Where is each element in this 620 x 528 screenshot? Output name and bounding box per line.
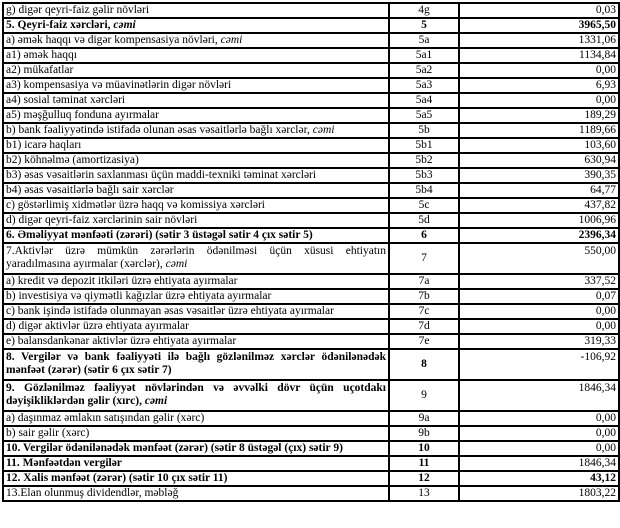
row-code: 5b bbox=[389, 123, 459, 138]
row-label bbox=[3, 48, 389, 63]
row-label bbox=[3, 63, 389, 78]
row-code: 7e bbox=[389, 334, 459, 349]
row-value: 630,94 bbox=[459, 153, 619, 168]
row-label bbox=[3, 243, 389, 274]
table-row bbox=[3, 153, 619, 168]
row-value: 0,00 bbox=[459, 441, 619, 456]
row-value: 550,00 bbox=[459, 243, 619, 274]
row-label-text: b4) əsas vəsaitlərlə bağlı sair xərclər bbox=[6, 184, 174, 196]
row-value: 0,00 bbox=[459, 304, 619, 319]
row-label bbox=[3, 3, 389, 18]
row-code: 5a1 bbox=[389, 48, 459, 63]
row-value: 1846,34 bbox=[459, 380, 619, 411]
table-row bbox=[3, 198, 619, 213]
row-value: 1331,06 bbox=[459, 33, 619, 48]
row-code: 12 bbox=[389, 471, 459, 486]
row-label bbox=[3, 304, 389, 319]
table-row bbox=[3, 138, 619, 153]
row-label-text: c) bank işində istifadə olunmayan əsas vəsaitlər üzrə ehtiyata ayırmalar bbox=[6, 305, 334, 317]
row-label-text: 5. Qeyri-faiz xərcləri, bbox=[6, 19, 114, 31]
table-row bbox=[3, 456, 619, 471]
row-label-text: a) kredit və depozit itkiləri üzrə ehtiyata ayırmalar bbox=[6, 275, 238, 287]
row-label bbox=[3, 108, 389, 123]
row-label bbox=[3, 456, 389, 471]
table-row bbox=[3, 471, 619, 486]
row-value: 64,77 bbox=[459, 183, 619, 198]
row-value: 0,00 bbox=[459, 319, 619, 334]
row-label-text: b2) köhnəlmə (amortizasiya) bbox=[6, 154, 139, 166]
row-label-text: 11. Mənfəətdən vergilər bbox=[6, 457, 122, 469]
row-label-text: c) göstərlimiş xidmətlər üzrə haqq və komissiya xərcləri bbox=[6, 199, 265, 211]
row-label bbox=[3, 426, 389, 441]
row-value: -106,92 bbox=[459, 349, 619, 380]
row-label-text: a2) mükafatlar bbox=[6, 64, 74, 76]
row-code: 9b bbox=[389, 426, 459, 441]
row-label-text: 13.Elan olunmuş dividendlər, məbləğ bbox=[6, 487, 179, 499]
row-label-suffix: cəmi bbox=[144, 395, 168, 407]
row-label-text: 9. Gözlənilməz fəaliyyət növlərindən və əvvəlki dövr üçün uçotdakı dəyişikliklərdən gəlir (xırc), bbox=[6, 382, 386, 407]
row-label-text: g) digər qeyri-faiz gəlir növləri bbox=[6, 4, 150, 16]
row-value: 1189,66 bbox=[459, 123, 619, 138]
row-label bbox=[3, 274, 389, 289]
row-label-text: a1) əmək haqqı bbox=[6, 49, 77, 61]
row-code: 5b4 bbox=[389, 183, 459, 198]
row-label bbox=[3, 78, 389, 93]
row-label bbox=[3, 213, 389, 228]
table-row bbox=[3, 289, 619, 304]
row-label bbox=[3, 33, 389, 48]
row-label-text: d) digər qeyri-faiz xərclərinin sair növləri bbox=[6, 214, 198, 226]
row-code: 5c bbox=[389, 198, 459, 213]
row-label bbox=[3, 153, 389, 168]
table-row bbox=[3, 228, 619, 243]
row-value: 0,00 bbox=[459, 411, 619, 426]
row-label bbox=[3, 183, 389, 198]
table-row bbox=[3, 18, 619, 33]
row-value: 43,12 bbox=[459, 471, 619, 486]
row-label-text: b) sair gəlir (xərc) bbox=[6, 427, 90, 439]
table-row bbox=[3, 93, 619, 108]
row-label bbox=[3, 18, 389, 33]
row-label-text: b1) icarə haqları bbox=[6, 139, 82, 151]
row-code: 13 bbox=[389, 486, 459, 501]
row-code: 5 bbox=[389, 18, 459, 33]
table-row bbox=[3, 304, 619, 319]
row-label bbox=[3, 349, 389, 380]
row-label-suffix: cəmi bbox=[113, 19, 136, 31]
row-label-text: e) balansdankənar aktivlər üzrə ehtiyata ayırmalar bbox=[6, 335, 237, 347]
table-row bbox=[3, 486, 619, 501]
row-label bbox=[3, 471, 389, 486]
row-code: 7 bbox=[389, 243, 459, 274]
row-value: 337,52 bbox=[459, 274, 619, 289]
row-code: 11 bbox=[389, 456, 459, 471]
table-row bbox=[3, 78, 619, 93]
row-value: 437,82 bbox=[459, 198, 619, 213]
table-row bbox=[3, 183, 619, 198]
table-row bbox=[3, 3, 619, 18]
row-code: 9 bbox=[389, 380, 459, 411]
row-label-suffix: cəmi bbox=[312, 124, 335, 136]
row-code: 10 bbox=[389, 441, 459, 456]
table-row bbox=[3, 426, 619, 441]
table-row bbox=[3, 380, 619, 411]
row-label bbox=[3, 123, 389, 138]
row-code: 5a bbox=[389, 33, 459, 48]
row-label-text: d) digər aktivlər üzrə ehtiyata ayırmalar bbox=[6, 320, 189, 332]
row-value: 6,93 bbox=[459, 78, 619, 93]
row-label bbox=[3, 411, 389, 426]
row-value: 1803,22 bbox=[459, 486, 619, 501]
table-body bbox=[3, 3, 619, 501]
row-label-text: a5) məşğulluq fonduna ayırmalar bbox=[6, 109, 159, 121]
row-value: 1846,34 bbox=[459, 456, 619, 471]
row-code: 5b2 bbox=[389, 153, 459, 168]
table-row bbox=[3, 334, 619, 349]
row-label bbox=[3, 198, 389, 213]
row-value: 0,03 bbox=[459, 3, 619, 18]
table-row bbox=[3, 213, 619, 228]
row-code: 7d bbox=[389, 319, 459, 334]
row-label-text: 6. Əməliyyat mənfəəti (zərəri) (sətir 3 üstəgəl sətir 4 çıx sətir 5) bbox=[6, 229, 313, 241]
table-row bbox=[3, 349, 619, 380]
table-row bbox=[3, 319, 619, 334]
row-label bbox=[3, 228, 389, 243]
table-row bbox=[3, 168, 619, 183]
row-label bbox=[3, 138, 389, 153]
table-row bbox=[3, 48, 619, 63]
table-row bbox=[3, 63, 619, 78]
row-code: 9a bbox=[389, 411, 459, 426]
row-value: 0,00 bbox=[459, 93, 619, 108]
row-value: 0,00 bbox=[459, 63, 619, 78]
row-code: 5a3 bbox=[389, 78, 459, 93]
income-statement-table bbox=[2, 2, 620, 502]
row-label-text: b3) əsas vəsaitlərin saxlanması üçün maddi-texniki təminat xərcləri bbox=[6, 169, 317, 181]
row-code: 7a bbox=[389, 274, 459, 289]
row-label-text: a) daşınmaz əmlakın satışından gəlir (xərc) bbox=[6, 412, 205, 424]
row-value: 1006,96 bbox=[459, 213, 619, 228]
row-label bbox=[3, 334, 389, 349]
row-label bbox=[3, 289, 389, 304]
row-code: 4g bbox=[389, 3, 459, 18]
row-label bbox=[3, 441, 389, 456]
row-label-suffix: cəmi bbox=[165, 258, 188, 270]
table-row bbox=[3, 243, 619, 274]
row-code: 7b bbox=[389, 289, 459, 304]
row-value: 3965,50 bbox=[459, 18, 619, 33]
row-label bbox=[3, 93, 389, 108]
row-value: 103,60 bbox=[459, 138, 619, 153]
row-code: 5b1 bbox=[389, 138, 459, 153]
row-value: 0,07 bbox=[459, 289, 619, 304]
table-row bbox=[3, 33, 619, 48]
table-row bbox=[3, 108, 619, 123]
row-code: 5a2 bbox=[389, 63, 459, 78]
table-row bbox=[3, 274, 619, 289]
row-value: 189,29 bbox=[459, 108, 619, 123]
row-label-suffix: cəmi bbox=[220, 34, 243, 46]
row-value: 0,00 bbox=[459, 426, 619, 441]
row-label bbox=[3, 486, 389, 501]
row-label bbox=[3, 168, 389, 183]
table-row bbox=[3, 123, 619, 138]
row-label-text: b) investisiya və qiymətli kağızlar üzrə ehtiyata ayırmalar bbox=[6, 290, 272, 302]
row-label-text: 7.Aktivlər üzrə mümkün zərərlərin ödənilməsi üçün xüsusi ehtiyatın yaradılmasına ayırmalar (xərclər), bbox=[6, 245, 386, 270]
row-label-text: 12. Xalis mənfəət (zərər) (sətir 10 çıx sətir 11) bbox=[6, 472, 228, 484]
row-label bbox=[3, 380, 389, 411]
row-label-text: 8. Vergilər və bank fəaliyyəti ilə bağlı gözlənilməz xərclər ödənilənədək mənfəət (zərər) (sətir 6 çıx sətir 7) bbox=[6, 351, 386, 376]
row-code: 5b3 bbox=[389, 168, 459, 183]
row-label bbox=[3, 319, 389, 334]
row-label-text: a) əmək haqqı və digər kompensasiya növləri, bbox=[6, 34, 221, 46]
row-code: 5a4 bbox=[389, 93, 459, 108]
row-value: 2396,34 bbox=[459, 228, 619, 243]
table-row bbox=[3, 411, 619, 426]
row-code: 6 bbox=[389, 228, 459, 243]
table-row bbox=[3, 441, 619, 456]
row-label-text: a4) sosial təminat xərcləri bbox=[6, 94, 126, 106]
row-value: 1134,84 bbox=[459, 48, 619, 63]
row-value: 319,33 bbox=[459, 334, 619, 349]
row-code: 8 bbox=[389, 349, 459, 380]
row-value: 390,35 bbox=[459, 168, 619, 183]
row-label-text: 10. Vergilər ödənilənədək mənfəət (zərər) (sətir 8 üstəgəl (çıx) sətir 9) bbox=[6, 442, 343, 454]
row-code: 5a5 bbox=[389, 108, 459, 123]
row-label-text: a3) kompensasiya və müavinətlərin digər növləri bbox=[6, 79, 232, 91]
row-code: 7c bbox=[389, 304, 459, 319]
row-code: 5d bbox=[389, 213, 459, 228]
row-label-text: b) bank fəaliyyətində istifadə olunan əsas vəsaitlərlə bağlı xərclər, bbox=[6, 124, 313, 136]
